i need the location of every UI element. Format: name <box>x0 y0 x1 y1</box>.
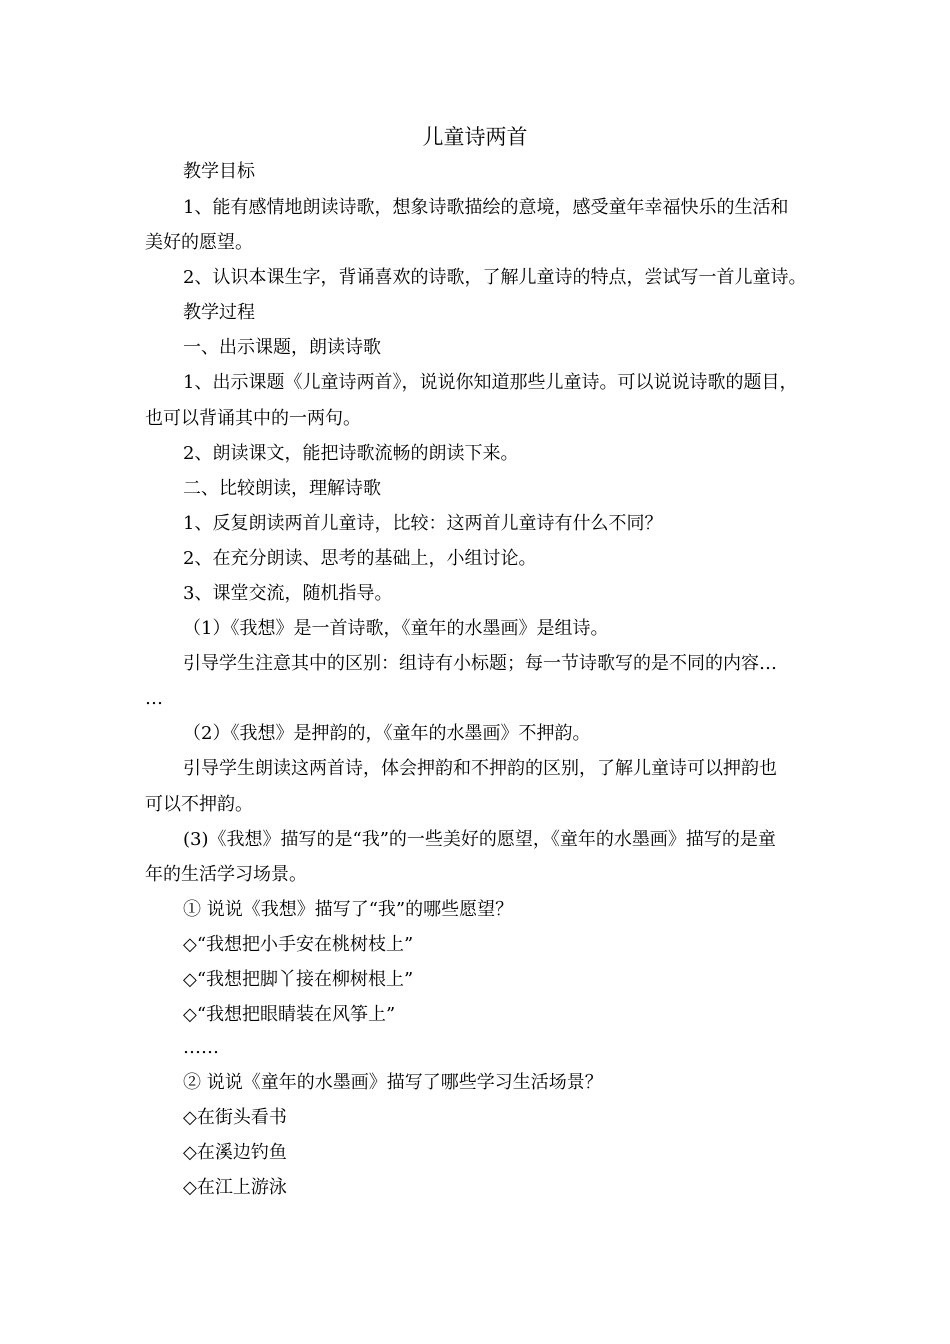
list-item: ◇在溪边钓鱼 <box>183 1142 287 1163</box>
paragraph-line: 1、反复朗读两首儿童诗，比较：这两首儿童诗有什么不同？ <box>183 513 663 534</box>
paragraph-line: (3)《我想》描写的是“我”的一些美好的愿望，《童年的水墨画》描写的是童 <box>183 829 776 850</box>
list-item: ◇在街头看书 <box>183 1107 287 1128</box>
section-heading-process: 教学过程 <box>183 302 255 323</box>
paragraph-line: 1、能有感情地朗读诗歌，想象诗歌描绘的意境，感受童年幸福快乐的生活和 <box>183 197 789 218</box>
paragraph-line: 引导学生朗读这两首诗，体会押韵和不押韵的区别，了解儿童诗可以押韵也 <box>183 758 777 779</box>
subsection-heading: 二、比较朗读，理解诗歌 <box>183 478 381 499</box>
list-item: ◇在江上游泳 <box>183 1177 287 1198</box>
paragraph-line: 1、出示课题《儿童诗两首》，说说你知道那些儿童诗。可以说说诗歌的题目， <box>183 372 798 393</box>
paragraph-line: 也可以背诵其中的一两句。 <box>145 408 361 429</box>
list-heading: ① 说说《我想》描写了“我”的哪些愿望？ <box>183 899 514 920</box>
paragraph-line: （2）《我想》是押韵的，《童年的水墨画》不押韵。 <box>183 723 591 744</box>
paragraph-line: 2、认识本课生字，背诵喜欢的诗歌，了解儿童诗的特点，尝试写一首儿童诗。 <box>183 267 807 288</box>
paragraph-line: 年的生活学习场景。 <box>145 864 307 885</box>
paragraph-line: 美好的愿望。 <box>145 232 253 253</box>
list-item: ◇“我想把小手安在桃树枝上” <box>183 934 414 955</box>
paragraph-line: 3、课堂交流，随机指导。 <box>183 583 393 604</box>
paragraph-line: 引导学生注意其中的区别：组诗有小标题；每一节诗歌写的是不同的内容… <box>183 653 777 674</box>
ellipsis-line: …… <box>183 1037 219 1058</box>
subsection-heading: 一、出示课题，朗读诗歌 <box>183 337 381 358</box>
paragraph-line: … <box>145 688 163 709</box>
list-item: ◇“我想把眼睛装在风筝上” <box>183 1004 396 1025</box>
section-heading-goals: 教学目标 <box>183 161 255 182</box>
document-title: 儿童诗两首 <box>422 125 528 149</box>
paragraph-line: 可以不押韵。 <box>145 794 253 815</box>
list-item: ◇“我想把脚丫接在柳树根上” <box>183 969 414 990</box>
paragraph-line: 2、朗读课文，能把诗歌流畅的朗读下来。 <box>183 443 519 464</box>
list-heading: ② 说说《童年的水墨画》描写了哪些学习生活场景？ <box>183 1072 603 1093</box>
paragraph-line: （1）《我想》是一首诗歌，《童年的水墨画》是组诗。 <box>183 618 609 639</box>
paragraph-line: 2、在充分朗读、思考的基础上，小组讨论。 <box>183 548 537 569</box>
